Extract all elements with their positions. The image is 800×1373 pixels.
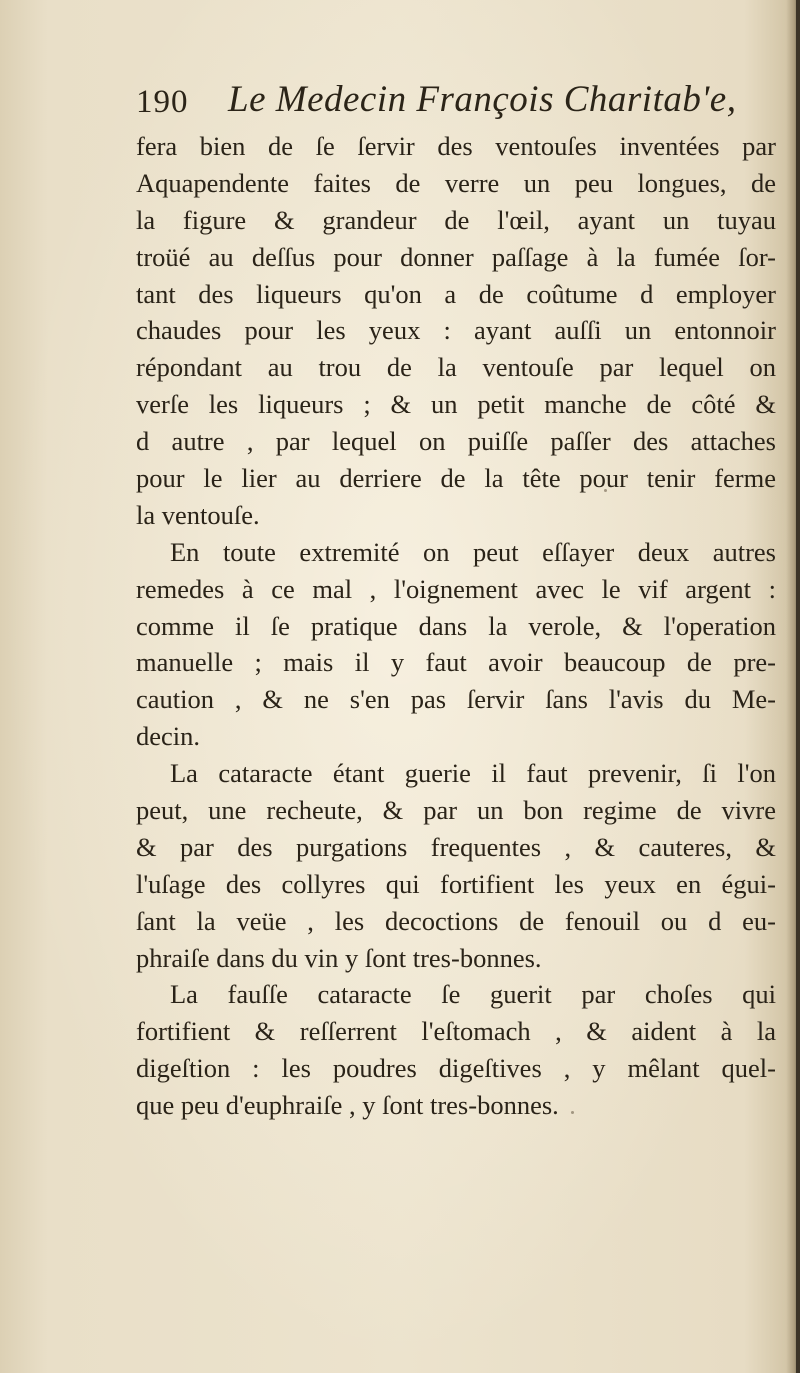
text-line: peut, une recheute, & par un bon regime de vivre	[136, 795, 776, 826]
paragraph-start-line: La fauſſe cataracte ſe guerit par choſes qui	[170, 979, 776, 1010]
text-line: que peu d'euphraiſe , y ſont tres-bonnes.	[136, 1090, 559, 1121]
page-header	[136, 78, 776, 126]
text-line: répondant au trou de la ventouſe par lequel on	[136, 352, 776, 383]
text-line: comme il ſe pratique dans la verole, & l'operation	[136, 610, 776, 641]
paragraph-start-line: La cataracte étant guerie il faut prevenir, ſi l'on	[170, 758, 776, 789]
text-line: digeſtion : les poudres digeſtives , y mêlant quel-	[136, 1053, 776, 1084]
text-line: manuelle ; mais il y faut avoir beaucoup de pre-	[136, 647, 776, 678]
paper-speck	[571, 1111, 574, 1114]
text-line: verſe les liqueurs ; & un petit manche de côté &	[136, 389, 776, 420]
paragraph-start-line: En toute extremité on peut eſſayer deux autres	[170, 536, 776, 567]
text-line: remedes à ce mal , l'oignement avec le vif argent :	[136, 573, 776, 604]
text-line: caution , & ne s'en pas ſervir ſans l'avis du Me-	[136, 684, 776, 715]
paper-speck	[604, 489, 607, 492]
text-line: & par des purgations frequentes , & cauteres, &	[136, 831, 776, 862]
binding-strip	[796, 0, 800, 1373]
running-head: Le Medecin François Charitab'e,	[228, 79, 737, 120]
text-line: pour le lier au derriere de la tête pour tenir ferme	[136, 463, 776, 494]
text-line: Aquapendente faites de verre un peu longues, de	[136, 167, 776, 198]
text-line: fortifient & reſſerrent l'eſtomach , & aident à la	[136, 1016, 776, 1047]
text-line: fera bien de ſe ſervir des ventouſes inventées par	[136, 131, 776, 161]
text-line: troüé au deſſus pour donner paſſage à la fumée ſor-	[136, 241, 776, 272]
paper-speck	[656, 702, 659, 705]
text-line: la ventouſe.	[136, 499, 260, 530]
text-line: chaudes pour les yeux : ayant auſſi un entonnoir	[136, 315, 776, 346]
page-number: 190	[136, 84, 189, 120]
text-line: l'uſage des collyres qui fortifient les yeux en égui-	[136, 868, 776, 899]
text-line: d autre , par lequel on puiſſe paſſer des attaches	[136, 426, 776, 457]
text-line: la figure & grandeur de l'œil, ayant un tuyau	[136, 204, 776, 235]
text-line: decin.	[136, 721, 201, 752]
text-line: phraiſe dans du vin y ſont tres-bonnes.	[136, 942, 542, 973]
body-text	[136, 128, 776, 1124]
text-line: ſant la veüe , les decoctions de fenouil ou d eu-	[136, 905, 776, 936]
text-line: tant des liqueurs qu'on a de coûtume d employer	[136, 278, 776, 309]
